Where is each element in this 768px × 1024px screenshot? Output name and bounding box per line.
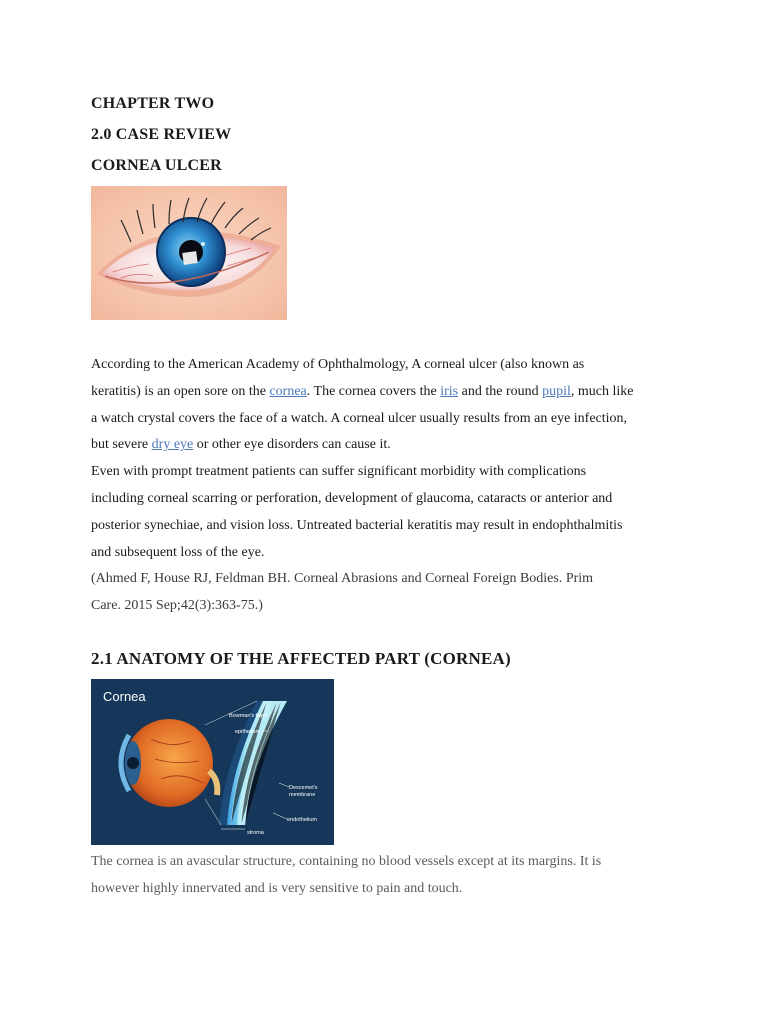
subsection-heading: CORNEA ULCER bbox=[91, 157, 222, 174]
cornea-diagram bbox=[91, 679, 334, 845]
label-descemets-membrane-2: membrane bbox=[289, 792, 316, 798]
section-heading: 2.0 CASE REVIEW bbox=[91, 126, 232, 143]
text-line: keratitis) is an open sore on the cornea. The cornea covers the iris and the round pupil, much like bbox=[91, 383, 634, 399]
intro-paragraph bbox=[91, 352, 691, 620]
citation-line: (Ahmed F, House RJ, Feldman BH. Corneal Abrasions and Corneal Foreign Bodies. Prim bbox=[91, 571, 594, 587]
text-line: a watch crystal covers the face of a watch. A corneal ulcer usually results from an eye infection, bbox=[91, 410, 628, 426]
pupil-link[interactable]: pupil bbox=[542, 383, 571, 399]
anatomy-heading: 2.1 ANATOMY OF THE AFFECTED PART (CORNEA) bbox=[91, 649, 511, 668]
caption-line: The cornea is an avascular structure, containing no blood vessels except at its margins. It is bbox=[91, 854, 602, 869]
chapter-heading: CHAPTER TWO bbox=[91, 95, 215, 112]
text-line: and subsequent loss of the eye. bbox=[91, 544, 265, 560]
label-bowmans-layer: Bowman's layer bbox=[229, 713, 268, 719]
text-line: According to the American Academy of Ophthalmology, A corneal ulcer (also known as bbox=[91, 357, 585, 372]
citation-line: Care. 2015 Sep;42(3):363-75.) bbox=[91, 598, 263, 614]
dry-eye-link[interactable]: dry eye bbox=[151, 437, 194, 453]
label-descemets-membrane-1: Descemet's bbox=[289, 785, 318, 791]
label-stroma: stroma bbox=[247, 830, 264, 836]
cornea-link[interactable]: cornea bbox=[269, 383, 307, 399]
label-epithelium: epithelium bbox=[235, 729, 261, 735]
label-endothelium: endothelium bbox=[287, 817, 317, 823]
figure-title: Cornea bbox=[103, 689, 146, 704]
text-line: posterior synechiae, and vision loss. Untreated bacterial keratitis may result in endophthalmitis bbox=[91, 517, 623, 533]
iris-link[interactable]: iris bbox=[440, 383, 459, 399]
text-line: but severe dry eye or other eye disorders can cause it. bbox=[91, 437, 391, 453]
text-line: Even with prompt treatment patients can suffer significant morbidity with complications bbox=[91, 464, 587, 480]
eye-illustration bbox=[91, 186, 287, 320]
caption-line: however highly innervated and is very sensitive to pain and touch. bbox=[91, 881, 463, 896]
text-line: including corneal scarring or perforation, development of glaucoma, cataracts or anterior and bbox=[91, 490, 613, 506]
cornea-caption bbox=[91, 848, 691, 902]
